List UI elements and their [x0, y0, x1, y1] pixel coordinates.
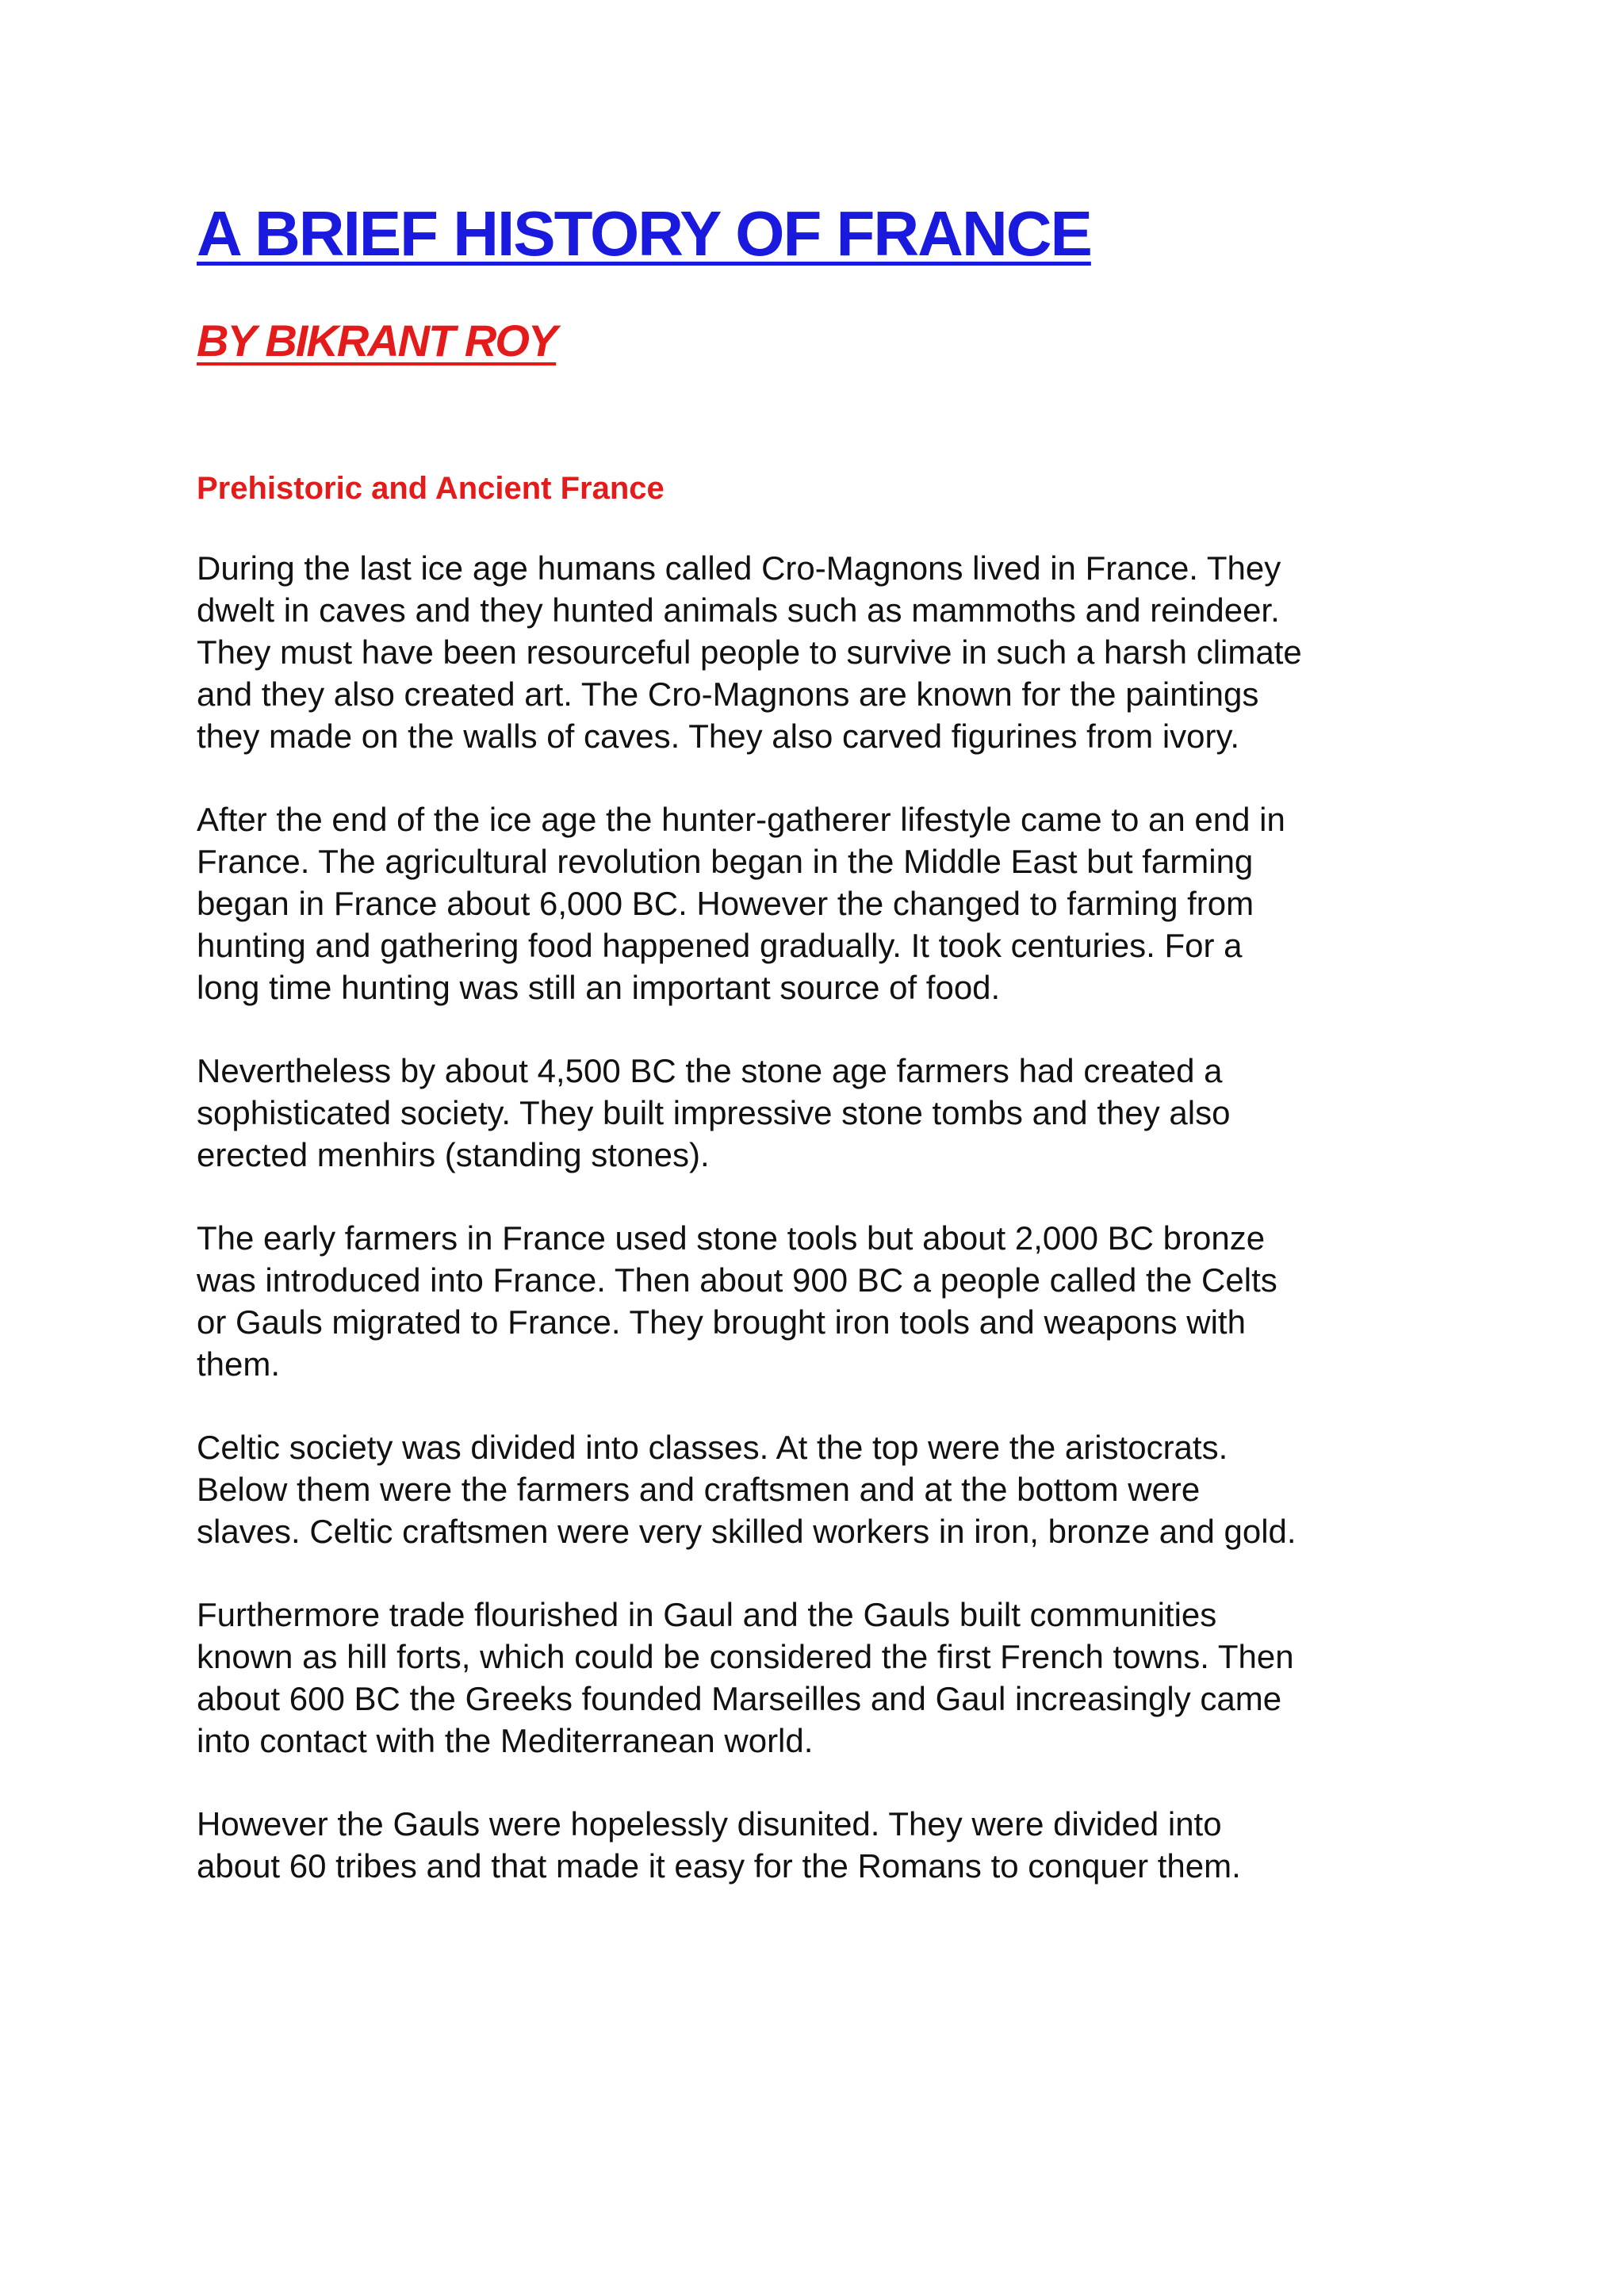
- paragraph-line: They must have been resourceful people to survive in such a harsh climate: [197, 633, 1302, 671]
- paragraph-line: sophisticated society. They built impressive stone tombs and they also: [197, 1094, 1231, 1131]
- paragraph-line: or Gauls migrated to France. They brought iron tools and weapons with: [197, 1303, 1246, 1341]
- document-author: BY BIKRANT ROY: [197, 316, 557, 365]
- paragraph-line: During the last ice age humans called Cro-Magnons lived in France. They: [197, 549, 1281, 587]
- paragraph-line: However the Gauls were hopelessly disunited. They were divided into: [197, 1805, 1222, 1843]
- paragraph-line: Celtic society was divided into classes. At the top were the aristocrats.: [197, 1429, 1228, 1466]
- section-heading: Prehistoric and Ancient France: [197, 471, 665, 506]
- paragraph-line: them.: [197, 1345, 281, 1383]
- paragraph-line: Furthermore trade flourished in Gaul and the Gauls built communities: [197, 1596, 1217, 1633]
- paragraph-line: they made on the walls of caves. They also carved figurines from ivory.: [197, 718, 1240, 755]
- paragraph-line: Nevertheless by about 4,500 BC the stone age farmers had created a: [197, 1052, 1223, 1089]
- paragraph-line: The early farmers in France used stone tools but about 2,000 BC bronze: [197, 1219, 1266, 1257]
- paragraph-line: known as hill forts, which could be considered the first French towns. Then: [197, 1638, 1294, 1675]
- paragraph-line: was introduced into France. Then about 900 BC a people called the Celts: [197, 1261, 1277, 1299]
- body-paragraphs: [197, 547, 1497, 1887]
- paragraph-line: Below them were the farmers and craftsmen and at the bottom were: [197, 1471, 1201, 1508]
- paragraph-line: slaves. Celtic craftsmen were very skilled workers in iron, bronze and gold.: [197, 1513, 1297, 1550]
- body-paragraph: [197, 1594, 1497, 1762]
- body-paragraph: [197, 1803, 1497, 1887]
- body-paragraph: [197, 547, 1497, 757]
- paragraph-line: erected menhirs (standing stones).: [197, 1136, 710, 1173]
- body-paragraph: [197, 1050, 1497, 1176]
- paragraph-line: about 600 BC the Greeks founded Marseilles and Gaul increasingly came: [197, 1680, 1282, 1717]
- document-title: A BRIEF HISTORY OF FRANCE: [197, 198, 1091, 269]
- paragraph-line: long time hunting was still an important source of food.: [197, 969, 1001, 1006]
- document-content: [197, 190, 1497, 1928]
- body-paragraph: [197, 798, 1497, 1008]
- paragraph-line: France. The agricultural revolution began in the Middle East but farming: [197, 843, 1254, 880]
- paragraph-line: began in France about 6,000 BC. However the changed to farming from: [197, 885, 1254, 922]
- body-paragraph: [197, 1426, 1497, 1552]
- paragraph-line: and they also created art. The Cro-Magnons are known for the paintings: [197, 675, 1259, 713]
- paragraph-line: hunting and gathering food happened gradually. It took centuries. For a: [197, 927, 1243, 964]
- paragraph-line: After the end of the ice age the hunter-gatherer lifestyle came to an end in: [197, 801, 1285, 838]
- paragraph-line: dwelt in caves and they hunted animals such as mammoths and reindeer.: [197, 591, 1280, 629]
- paragraph-line: about 60 tribes and that made it easy for the Romans to conquer them.: [197, 1847, 1241, 1885]
- paragraph-line: into contact with the Mediterranean world.: [197, 1722, 814, 1759]
- body-paragraph: [197, 1217, 1497, 1385]
